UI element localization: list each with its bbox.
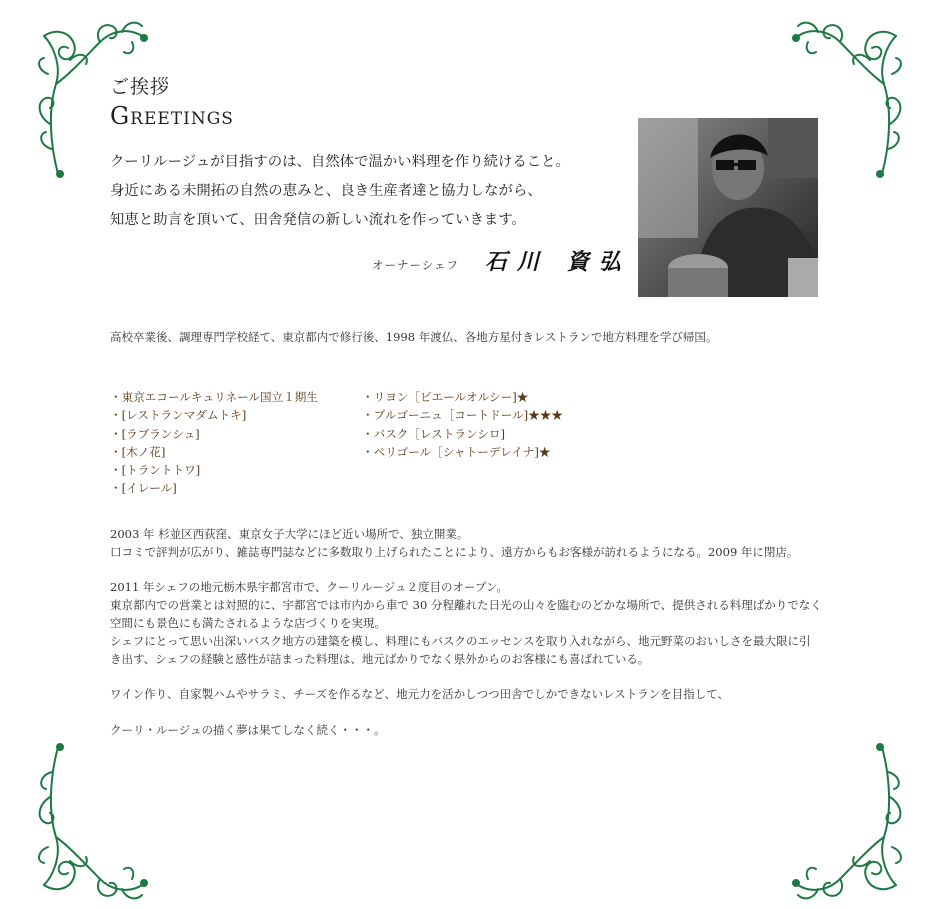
signature-role: オーナーシェフ: [372, 258, 460, 272]
history-line: 2003 年 杉並区西荻窪、東京女子大学にほど近い場所で、独立開業。: [110, 527, 469, 541]
chef-signature: [372, 245, 631, 276]
career-summary: 高校卒業後、調理専門学校経て、東京都内で修行後、1998 年渡仏、各地方星付きレストランで地方料理を学び帰国。: [110, 330, 718, 344]
list-item: ・[トラントトワ]: [110, 463, 201, 478]
history-line: き出す、シェフの経験と感性が詰まった料理は、地元ばかりでなく県外からのお客様にも喜ばれている。: [110, 651, 650, 666]
chef-portrait-photo: [638, 118, 818, 297]
floral-corner-ornament-icon: [30, 742, 150, 907]
list-item: ・バスク［レストランシロ]: [362, 426, 506, 441]
history-closing: クーリ・ルージュの描く夢は果てしなく続く・・・。: [110, 722, 386, 737]
history-line: 東京都内での営業とは対照的に、宇都宮では市内から車で 30 分程離れた日光の山々を臨むのどかな場所で、提供される料理ばかりでなく: [110, 598, 822, 613]
floral-corner-ornament-icon: [790, 742, 910, 907]
list-item: ・[ラブランシュ]: [110, 426, 200, 441]
list-item: ・リヨン［ピエールオルシー]★: [362, 390, 529, 404]
intro-line: 身近にある未開拓の自然の恵みと、良き生産者達と協力しながら、: [110, 183, 542, 199]
heading-english: Greetings: [110, 102, 234, 130]
history-text: [110, 526, 822, 740]
list-item: ・[レストランマダムトキ]: [110, 408, 247, 423]
list-item: ・ブルゴーニュ［コートドール]★★★: [362, 408, 563, 423]
history-line: 空間にも景色にも満たされるような店づくりを実現。: [110, 615, 386, 630]
intro-line: 知恵と助言を頂いて、田舎発信の新しい流れを作っていきます。: [110, 212, 526, 228]
signature-name: 石川 資弘: [485, 249, 631, 275]
history-line: 2011 年シェフの地元栃木県宇都宮市で、クーリルージュ２度目のオープン。: [110, 580, 509, 595]
history-line: ワイン作り、自家製ハムやサラミ、チーズを作るなど、地元力を活かしつつ田舎でしかできないレストランを目指して、: [110, 687, 730, 702]
list-item: ・[イレール]: [110, 481, 177, 496]
list-item: ・ペリゴール［シャトーデレイナ]★: [362, 444, 551, 459]
training-list-left: [110, 388, 318, 498]
training-list-right: [362, 388, 563, 461]
intro-text: [110, 148, 570, 235]
list-item: ・[木ノ花]: [110, 444, 166, 459]
heading-japanese: ご挨拶: [110, 76, 171, 98]
history-line: 口コミで評判が広がり、雑誌専門誌などに多数取り上げられたことにより、遠方からもお客様が訪れるようになる。2009 年に閉店。: [110, 544, 799, 559]
intro-line: クーリルージュが目指すのは、自然体で温かい料理を作り続けること。: [110, 154, 570, 170]
history-line: シェフにとって思い出深いバスク地方の建築を模し、料理にもバスクのエッセンスを取り入れながら、地元野菜のおいしさを最大限に引: [110, 633, 811, 648]
list-item: ・東京エコールキュリネール国立１期生: [110, 390, 318, 404]
